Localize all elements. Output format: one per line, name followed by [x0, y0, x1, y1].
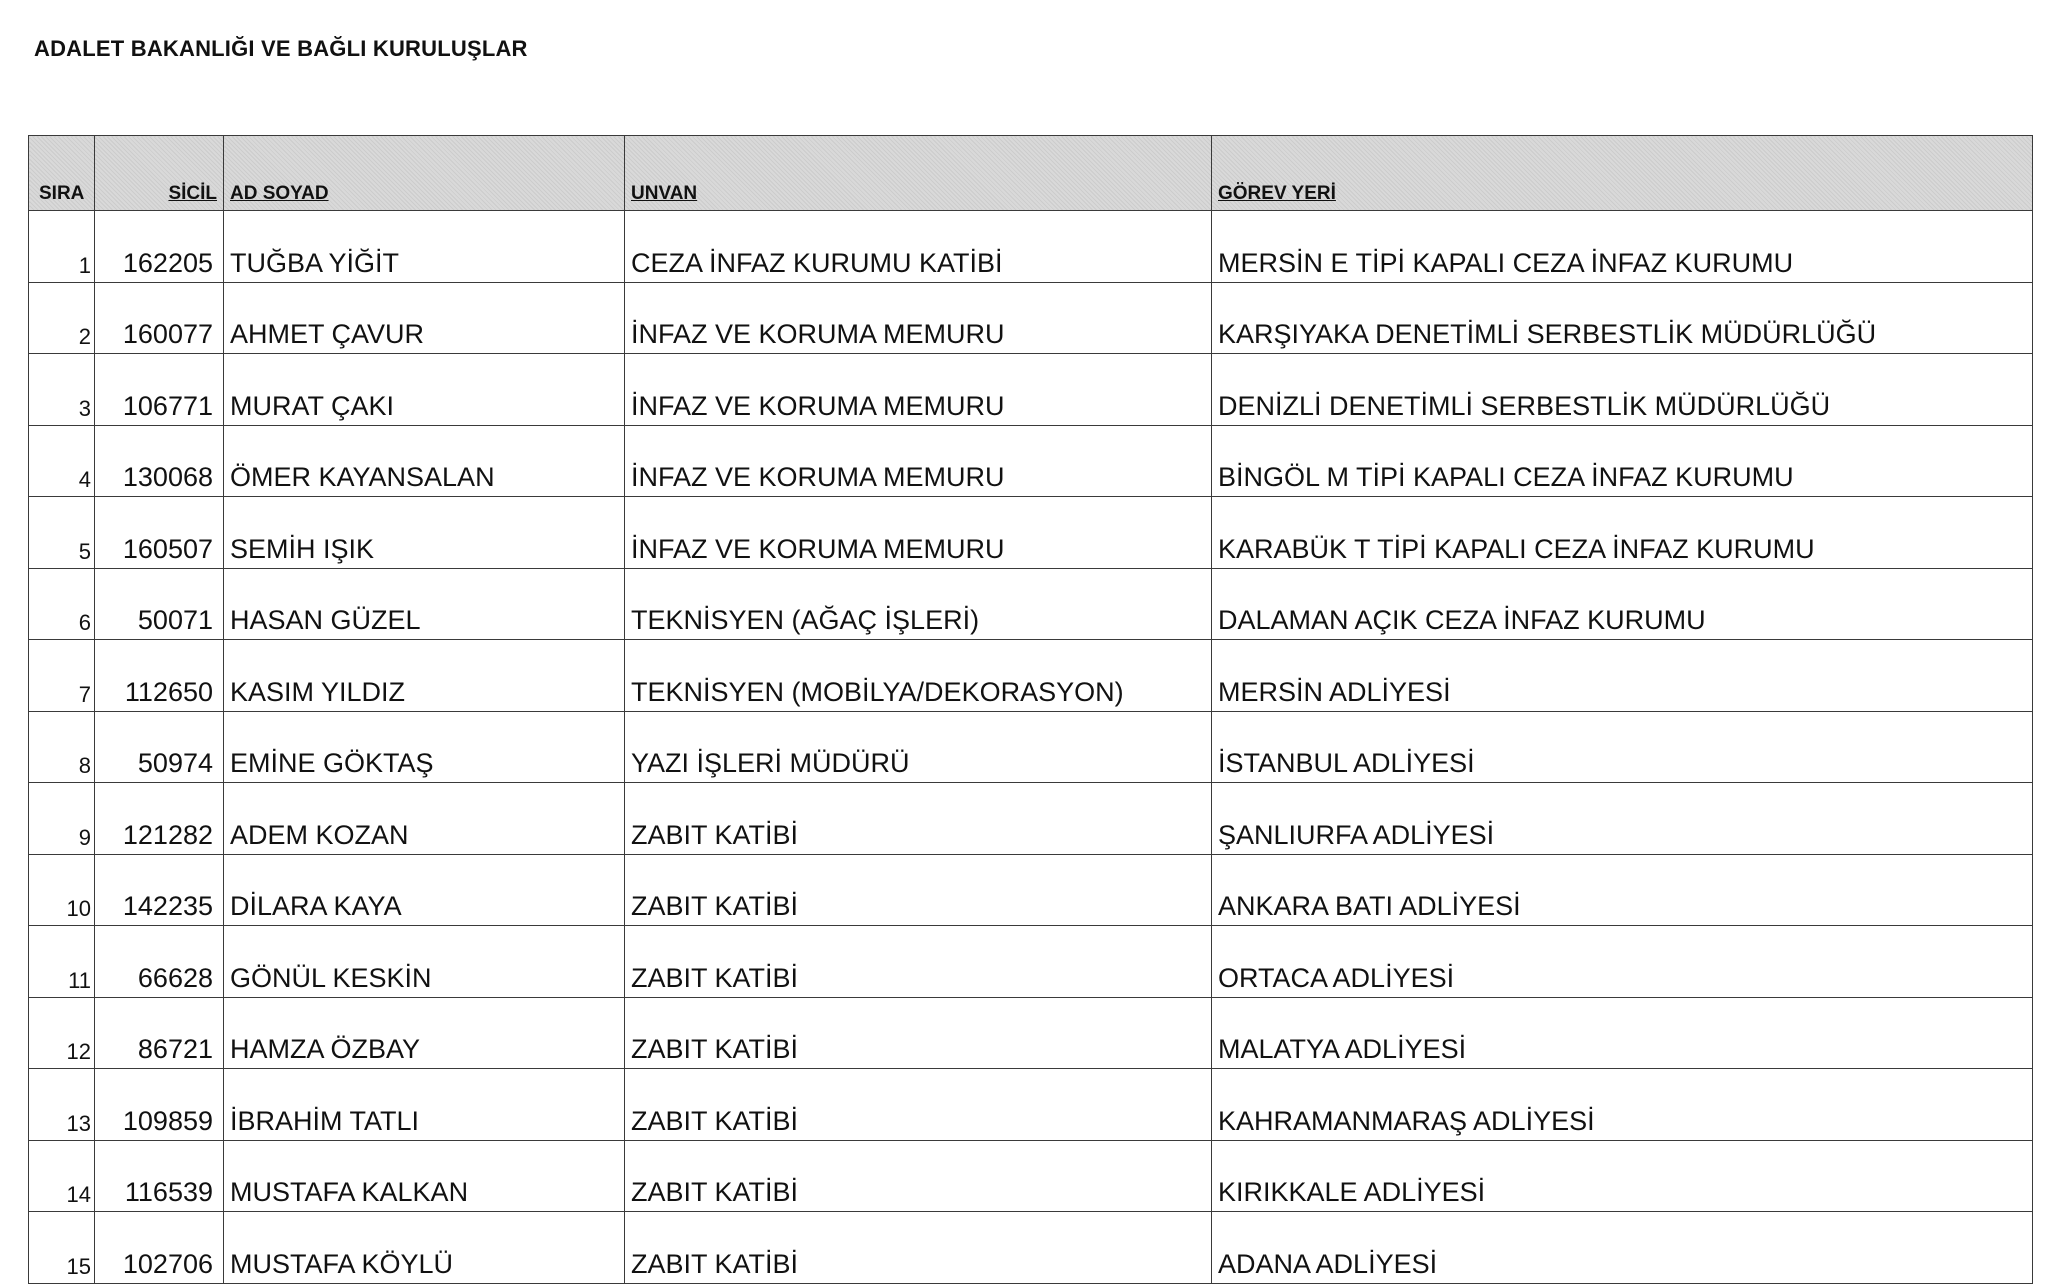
cell-sicil: 162205 [95, 211, 224, 283]
cell-sira: 11 [29, 926, 95, 998]
cell-sicil: 109859 [95, 1069, 224, 1141]
cell-unvan: İNFAZ VE KORUMA MEMURU [625, 282, 1212, 354]
cell-gorev-yeri: ORTACA ADLİYESİ [1212, 926, 2033, 998]
cell-ad-soyad: DİLARA KAYA [224, 854, 625, 926]
header-sicil: SİCİL [95, 136, 224, 211]
cell-ad-soyad: İBRAHİM TATLI [224, 1069, 625, 1141]
cell-ad-soyad: MUSTAFA KALKAN [224, 1140, 625, 1212]
cell-unvan: İNFAZ VE KORUMA MEMURU [625, 354, 1212, 426]
header-unvan: UNVAN [625, 136, 1212, 211]
cell-unvan: İNFAZ VE KORUMA MEMURU [625, 497, 1212, 569]
cell-sicil: 121282 [95, 783, 224, 855]
header-gorev-yeri: GÖREV YERİ [1212, 136, 2033, 211]
cell-sicil: 86721 [95, 997, 224, 1069]
table-row [29, 497, 2033, 569]
cell-ad-soyad: AHMET ÇAVUR [224, 282, 625, 354]
table-row [29, 640, 2033, 712]
cell-ad-soyad: GÖNÜL KESKİN [224, 926, 625, 998]
cell-ad-soyad: TUĞBA YİĞİT [224, 211, 625, 283]
table-row [29, 997, 2033, 1069]
cell-sicil: 142235 [95, 854, 224, 926]
table-row [29, 854, 2033, 926]
cell-gorev-yeri: ANKARA BATI ADLİYESİ [1212, 854, 2033, 926]
cell-sira: 15 [29, 1212, 95, 1284]
table-row [29, 282, 2033, 354]
cell-sicil: 50974 [95, 711, 224, 783]
cell-sicil: 102706 [95, 1212, 224, 1284]
cell-sira: 5 [29, 497, 95, 569]
cell-unvan: ZABIT KATİBİ [625, 1140, 1212, 1212]
cell-unvan: ZABIT KATİBİ [625, 783, 1212, 855]
cell-sira: 9 [29, 783, 95, 855]
cell-sira: 10 [29, 854, 95, 926]
cell-sira: 6 [29, 568, 95, 640]
personnel-table [28, 135, 2033, 1284]
table-row [29, 1069, 2033, 1141]
cell-gorev-yeri: MALATYA ADLİYESİ [1212, 997, 2033, 1069]
cell-sira: 14 [29, 1140, 95, 1212]
cell-ad-soyad: MUSTAFA KÖYLÜ [224, 1212, 625, 1284]
table-row [29, 783, 2033, 855]
cell-gorev-yeri: MERSİN ADLİYESİ [1212, 640, 2033, 712]
cell-gorev-yeri: KAHRAMANMARAŞ ADLİYESİ [1212, 1069, 2033, 1141]
table-header [29, 136, 2033, 211]
cell-sira: 1 [29, 211, 95, 283]
header-sira: SIRA [29, 136, 95, 211]
cell-sira: 2 [29, 282, 95, 354]
cell-sicil: 160077 [95, 282, 224, 354]
header-ad-soyad: AD SOYAD [224, 136, 625, 211]
cell-sicil: 50071 [95, 568, 224, 640]
cell-gorev-yeri: KARŞIYAKA DENETİMLİ SERBESTLİK MÜDÜRLÜĞÜ [1212, 282, 2033, 354]
cell-sira: 8 [29, 711, 95, 783]
cell-gorev-yeri: ADANA ADLİYESİ [1212, 1212, 2033, 1284]
table-row [29, 926, 2033, 998]
cell-sira: 13 [29, 1069, 95, 1141]
table-row [29, 568, 2033, 640]
table-row [29, 1140, 2033, 1212]
cell-unvan: TEKNİSYEN (AĞAÇ İŞLERİ) [625, 568, 1212, 640]
cell-unvan: ZABIT KATİBİ [625, 854, 1212, 926]
cell-gorev-yeri: DENİZLİ DENETİMLİ SERBESTLİK MÜDÜRLÜĞÜ [1212, 354, 2033, 426]
cell-sira: 7 [29, 640, 95, 712]
cell-ad-soyad: ÖMER KAYANSALAN [224, 425, 625, 497]
cell-sira: 12 [29, 997, 95, 1069]
cell-sira: 4 [29, 425, 95, 497]
table-row [29, 354, 2033, 426]
cell-ad-soyad: KASIM YILDIZ [224, 640, 625, 712]
cell-gorev-yeri: ŞANLIURFA ADLİYESİ [1212, 783, 2033, 855]
cell-sira: 3 [29, 354, 95, 426]
cell-unvan: ZABIT KATİBİ [625, 1069, 1212, 1141]
cell-unvan: ZABIT KATİBİ [625, 997, 1212, 1069]
cell-unvan: İNFAZ VE KORUMA MEMURU [625, 425, 1212, 497]
cell-sicil: 66628 [95, 926, 224, 998]
cell-sicil: 112650 [95, 640, 224, 712]
table-row [29, 711, 2033, 783]
cell-ad-soyad: HASAN GÜZEL [224, 568, 625, 640]
cell-unvan: YAZI İŞLERİ MÜDÜRÜ [625, 711, 1212, 783]
cell-unvan: TEKNİSYEN (MOBİLYA/DEKORASYON) [625, 640, 1212, 712]
cell-gorev-yeri: KIRIKKALE ADLİYESİ [1212, 1140, 2033, 1212]
cell-sicil: 116539 [95, 1140, 224, 1212]
cell-gorev-yeri: BİNGÖL M TİPİ KAPALI CEZA İNFAZ KURUMU [1212, 425, 2033, 497]
cell-ad-soyad: EMİNE GÖKTAŞ [224, 711, 625, 783]
cell-ad-soyad: SEMİH IŞIK [224, 497, 625, 569]
table-row [29, 1212, 2033, 1284]
cell-sicil: 160507 [95, 497, 224, 569]
cell-sicil: 106771 [95, 354, 224, 426]
cell-gorev-yeri: KARABÜK T TİPİ KAPALI CEZA İNFAZ KURUMU [1212, 497, 2033, 569]
cell-ad-soyad: MURAT ÇAKI [224, 354, 625, 426]
cell-unvan: CEZA İNFAZ KURUMU KATİBİ [625, 211, 1212, 283]
cell-gorev-yeri: MERSİN E TİPİ KAPALI CEZA İNFAZ KURUMU [1212, 211, 2033, 283]
header-row [29, 136, 2033, 211]
cell-unvan: ZABIT KATİBİ [625, 1212, 1212, 1284]
document-title: ADALET BAKANLIĞI VE BAĞLI KURULUŞLAR [34, 36, 528, 61]
table-body [29, 211, 2033, 1284]
cell-unvan: ZABIT KATİBİ [625, 926, 1212, 998]
cell-ad-soyad: HAMZA ÖZBAY [224, 997, 625, 1069]
cell-gorev-yeri: İSTANBUL ADLİYESİ [1212, 711, 2033, 783]
cell-ad-soyad: ADEM KOZAN [224, 783, 625, 855]
cell-sicil: 130068 [95, 425, 224, 497]
table-row [29, 425, 2033, 497]
table-row [29, 211, 2033, 283]
cell-gorev-yeri: DALAMAN AÇIK CEZA İNFAZ KURUMU [1212, 568, 2033, 640]
